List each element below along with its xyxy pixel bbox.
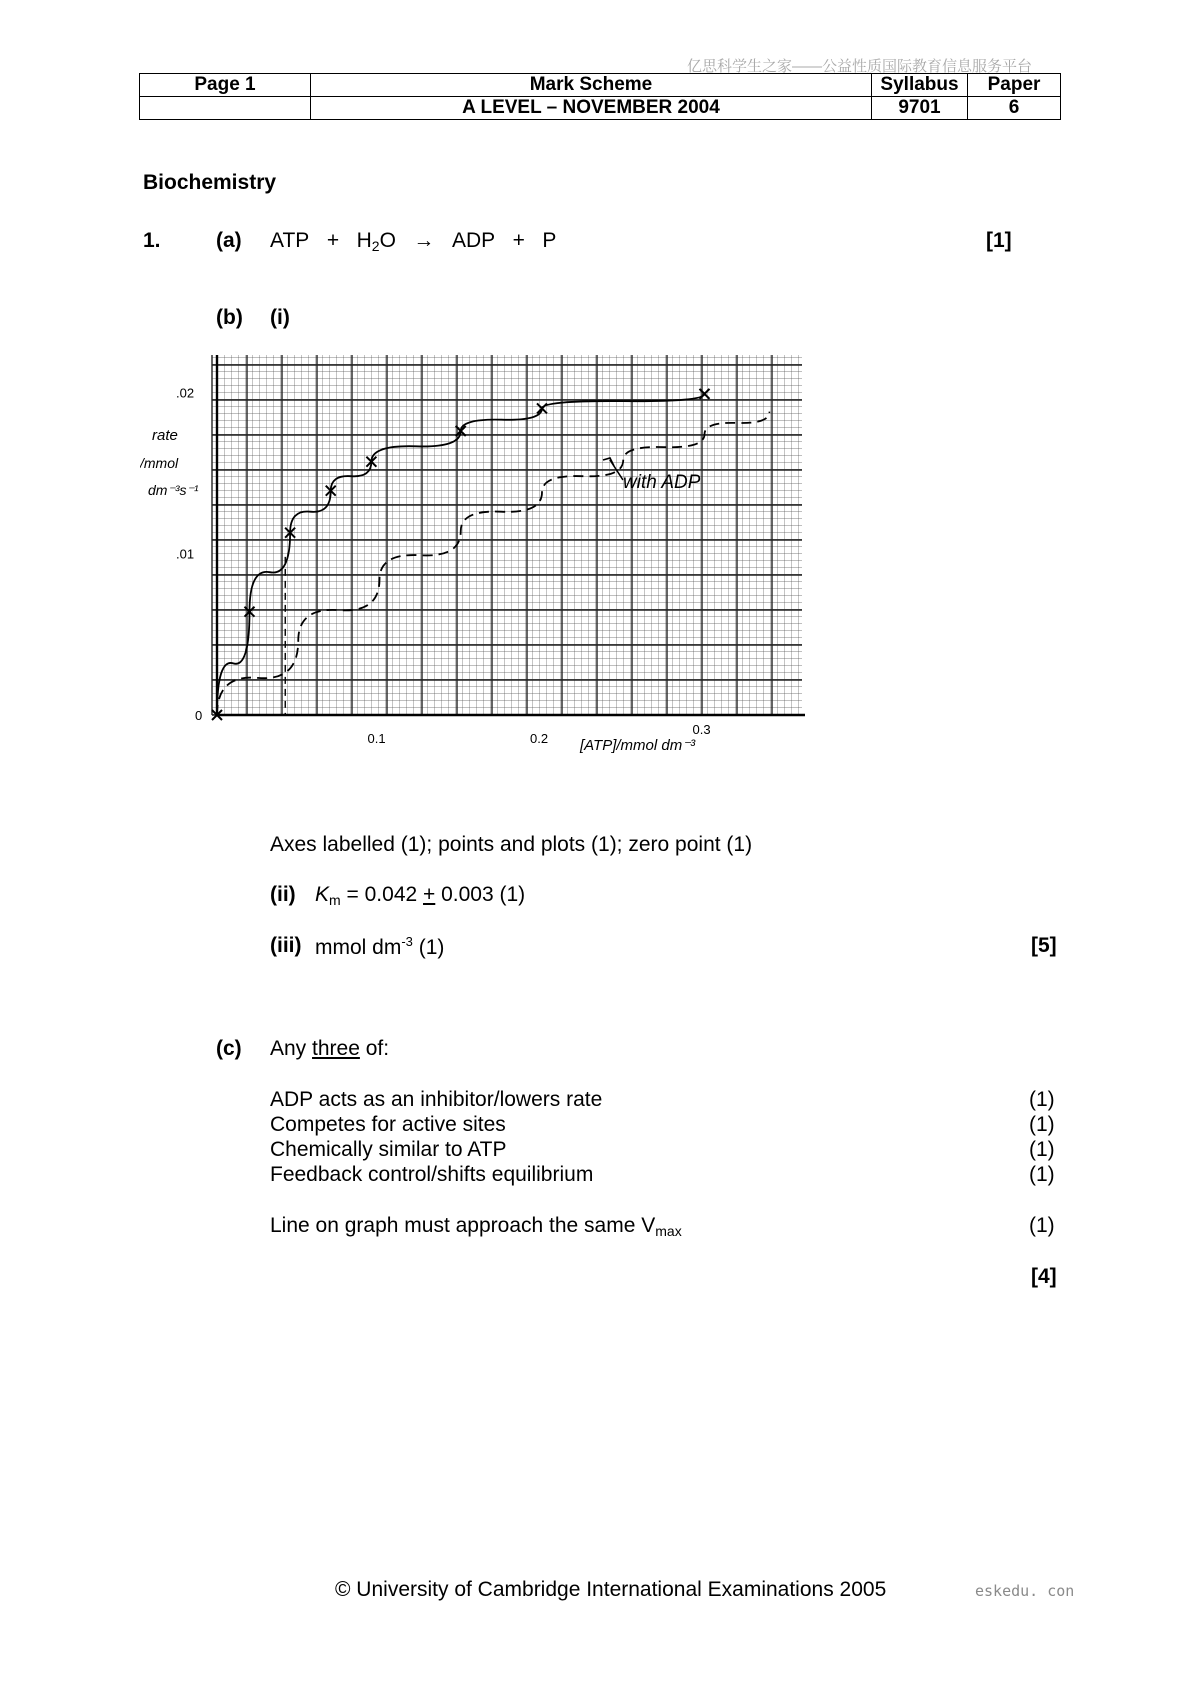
eq-adp: ADP bbox=[451, 229, 496, 252]
part-a-label: (a) bbox=[216, 229, 242, 252]
part-b-iii-label: (iii) bbox=[270, 934, 302, 957]
syllabus-label: Syllabus bbox=[872, 74, 968, 97]
km-subscript: m bbox=[329, 892, 341, 908]
header-table bbox=[139, 73, 1061, 120]
syllabus-code: 9701 bbox=[872, 97, 968, 120]
x-axis-title: [ATP]/mmol dm⁻³ bbox=[580, 737, 696, 754]
c-point-3: Chemically similar to ATP bbox=[270, 1138, 507, 1161]
part-c-label: (c) bbox=[216, 1037, 242, 1060]
vmax-point bbox=[270, 1214, 682, 1239]
plus-minus-sign: + bbox=[423, 883, 436, 906]
eq-plus: + bbox=[512, 229, 525, 252]
c-point-3-mark: (1) bbox=[1029, 1138, 1055, 1161]
c-point-4: Feedback control/shifts equilibrium bbox=[270, 1163, 594, 1186]
section-title: Biochemistry bbox=[143, 171, 277, 194]
part-c-intro bbox=[270, 1037, 389, 1061]
y-axis-title-line1: rate bbox=[152, 427, 178, 444]
watermark-text: 亿思科学生之家——公益性质国际教育信息服务平台 bbox=[687, 58, 1033, 75]
question-number: 1. bbox=[143, 229, 161, 252]
km-unit bbox=[315, 934, 444, 960]
eq-h: H bbox=[356, 229, 372, 252]
paper-number: 6 bbox=[968, 97, 1061, 120]
part-b-ii-label: (ii) bbox=[270, 883, 296, 906]
vmax-text: Line on graph must approach the same V bbox=[270, 1214, 656, 1237]
vmax-mark: (1) bbox=[1029, 1214, 1055, 1237]
unit-mark: (1) bbox=[412, 936, 445, 959]
part-a-marks: [1] bbox=[986, 229, 1012, 252]
vmax-subscript: max bbox=[655, 1223, 682, 1239]
michaelis-menten-graph bbox=[140, 350, 840, 780]
paper-label: Paper bbox=[968, 74, 1061, 97]
header-empty-cell bbox=[140, 97, 311, 120]
intro-underlined: three bbox=[312, 1037, 360, 1060]
site-watermark: eskedu. con bbox=[975, 1582, 1075, 1600]
c-point-1: ADP acts as an inhibitor/lowers rate bbox=[270, 1088, 603, 1111]
y-tick-label: 0 bbox=[195, 708, 203, 723]
with-adp-annotation: with ADP bbox=[623, 472, 701, 493]
exam-level: A LEVEL – NOVEMBER 2004 bbox=[311, 97, 872, 120]
c-point-1-mark: (1) bbox=[1029, 1088, 1055, 1111]
part-b-label: (b) bbox=[216, 306, 243, 329]
part-b-i-label: (i) bbox=[270, 306, 290, 329]
eq-o: O bbox=[379, 229, 396, 252]
intro-text: Any bbox=[270, 1037, 313, 1060]
y-axis-title-line2: /mmol bbox=[140, 455, 179, 471]
km-tolerance: 0.003 (1) bbox=[435, 883, 526, 906]
unit-superscript: -3 bbox=[401, 934, 413, 949]
km-equals: = 0.042 bbox=[340, 883, 424, 906]
part-c-marks: [4] bbox=[1031, 1265, 1057, 1288]
unit-text: mmol dm bbox=[315, 936, 402, 959]
part-b-marks: [5] bbox=[1031, 934, 1057, 957]
eq-h-subscript: 2 bbox=[371, 238, 380, 254]
eq-atp: ATP bbox=[270, 229, 310, 252]
c-point-2-mark: (1) bbox=[1029, 1113, 1055, 1136]
graph-paper-grid bbox=[212, 355, 802, 715]
eq-arrow: → bbox=[413, 229, 435, 252]
mark-scheme-title: Mark Scheme bbox=[311, 74, 872, 97]
x-tick-label: 0.1 bbox=[367, 731, 386, 746]
km-symbol: K bbox=[315, 883, 330, 906]
page-number: Page 1 bbox=[140, 74, 311, 97]
eq-plus: + bbox=[326, 229, 340, 252]
equation bbox=[270, 229, 556, 254]
km-value bbox=[315, 883, 525, 908]
intro-text: of: bbox=[359, 1037, 390, 1060]
copyright-footer: © University of Cambridge International Examinations 2005 bbox=[335, 1578, 887, 1601]
eq-p: P bbox=[542, 229, 557, 252]
axes-marking-note: Axes labelled (1); points and plots (1); zero point (1) bbox=[270, 833, 753, 856]
x-tick-label: 0.3 bbox=[692, 722, 711, 737]
x-tick-label: 0.2 bbox=[530, 731, 549, 746]
y-tick-label: .02 bbox=[176, 385, 195, 401]
y-axis-title-line3: dm⁻³s⁻¹ bbox=[148, 482, 199, 498]
c-point-2: Competes for active sites bbox=[270, 1113, 506, 1136]
y-tick-label: .01 bbox=[176, 546, 195, 562]
c-point-4-mark: (1) bbox=[1029, 1163, 1055, 1186]
